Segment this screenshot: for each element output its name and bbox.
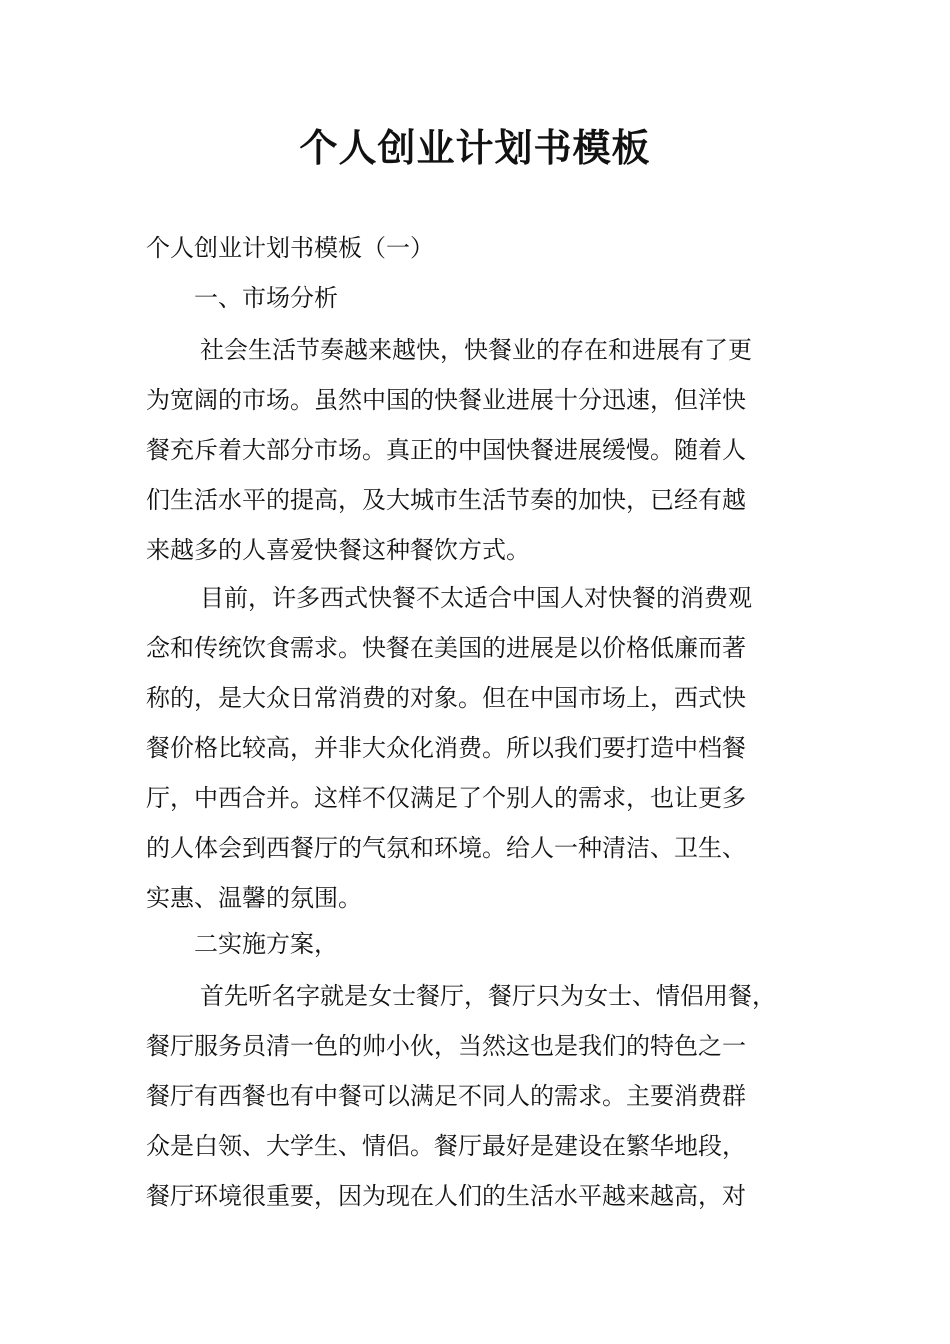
document-subtitle: 个人创业计划书模板（一） bbox=[146, 234, 434, 262]
paragraph-line: 目前，许多西式快餐不太适合中国人对快餐的消费观 bbox=[200, 584, 752, 612]
section-heading-implementation: 二实施方案， bbox=[194, 930, 338, 958]
paragraph-line: 众是白领、大学生、情侣。餐厅最好是建设在繁华地段， bbox=[146, 1132, 746, 1160]
paragraph-line: 餐充斥着大部分市场。真正的中国快餐进展缓慢。随着人 bbox=[146, 436, 746, 464]
paragraph-line: 社会生活节奏越来越快，快餐业的存在和进展有了更 bbox=[200, 336, 752, 364]
paragraph-line: 的人体会到西餐厅的气氛和环境。给人一种清洁、卫生、 bbox=[146, 834, 746, 862]
paragraph-market-1 bbox=[146, 332, 816, 582]
paragraph-market-2 bbox=[146, 580, 816, 930]
paragraph-line: 餐厅有西餐也有中餐可以满足不同人的需求。主要消费群 bbox=[146, 1082, 746, 1110]
paragraph-line: 厅，中西合并。这样不仅满足了个别人的需求，也让更多 bbox=[146, 784, 746, 812]
paragraph-line: 餐厅服务员清一色的帅小伙，当然这也是我们的特色之一 bbox=[146, 1032, 746, 1060]
document-title: 个人创业计划书模板 bbox=[299, 126, 651, 170]
paragraph-line: 首先听名字就是女士餐厅，餐厅只为女士、情侣用餐， bbox=[200, 982, 776, 1010]
paragraph-line: 称的，是大众日常消费的对象。但在中国市场上，西式快 bbox=[146, 684, 746, 712]
paragraph-implementation-1 bbox=[146, 978, 816, 1228]
section-heading-market-analysis: 一、市场分析 bbox=[194, 284, 338, 312]
paragraph-line: 餐厅环境很重要，因为现在人们的生活水平越来越高，对 bbox=[146, 1182, 746, 1210]
paragraph-line: 念和传统饮食需求。快餐在美国的进展是以价格低廉而著 bbox=[146, 634, 746, 662]
paragraph-line: 们生活水平的提高，及大城市生活节奏的加快，已经有越 bbox=[146, 486, 746, 514]
paragraph-line: 来越多的人喜爱快餐这种餐饮方式。 bbox=[146, 536, 530, 564]
paragraph-line: 餐价格比较高，并非大众化消费。所以我们要打造中档餐 bbox=[146, 734, 746, 762]
paragraph-line: 实惠、温馨的氛围。 bbox=[146, 884, 362, 912]
paragraph-line: 为宽阔的市场。虽然中国的快餐业进展十分迅速，但洋快 bbox=[146, 386, 746, 414]
